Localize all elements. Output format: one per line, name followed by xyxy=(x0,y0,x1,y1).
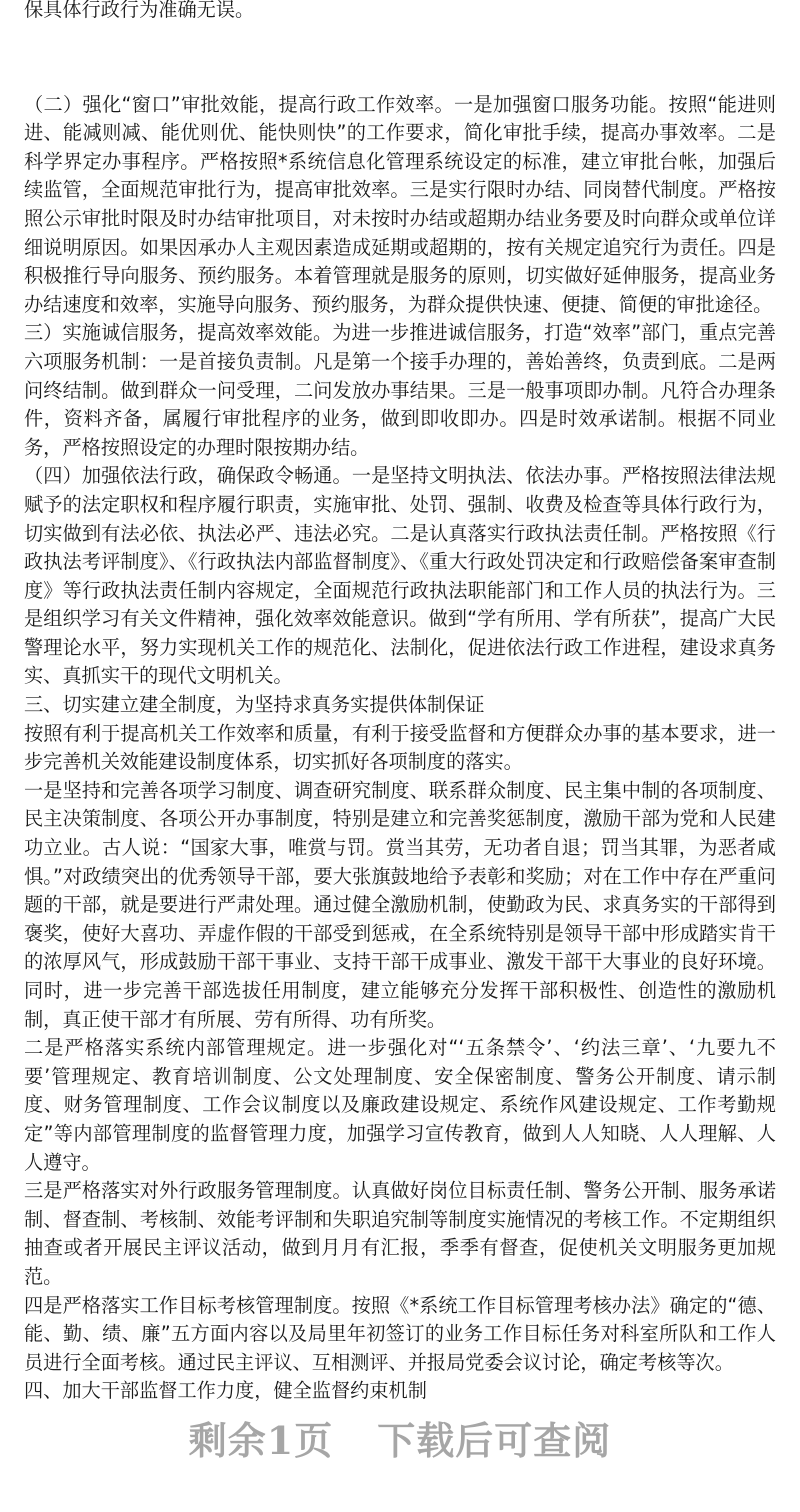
paragraph: 一是坚持和完善各项学习制度、调查研究制度、联系群众制度、民主集中制的各项制度、民主决策制度、各项公开办事制度，特别是建立和完善奖惩制度，激励干部为党和人民建功立业。古人说：“国家大事，唯赏与罚。赏当其劳，无功者自退；罚当其罪，为恶者咸惧。”对政绩突出的优秀领导干部，要大张旗鼓地给予表彰和奖励；对在工作中存在严重问题的干部，就是要进行严肃处理。通过健全激励机制，使勤政为民、求真务实的干部得到褒奖，使好大喜功、弄虚作假的干部受到惩戒，在全系统特别是领导干部中形成踏实肯干的浓厚风气，形成鼓励干部干事业、支持干部干成事业、激发干部干大事业的良好环境。同时，进一步完善干部选拔任用制度，建立能够充分发挥干部积极性、创造性的激励机制，真正使干部才有所展、劳有所得、功有所奖。 xyxy=(24,778,776,1031)
paragraph: 二是严格落实系统内部管理规定。进一步强化对“‘五条禁令’、‘约法三章’、‘九要九不要’管理规定、教育培训制度、公文处理制度、安全保密制度、警务公开制度、请示制度、财务管理制度、工作会议制度以及廉政建设规定、系统作风建设规定、工作考勤规定”等内部管理制度的监督管理力度，加强学习宣传教育，做到人人知晓、人人理解、人人遵守。 xyxy=(24,1036,776,1174)
section-heading: 三、切实建立建全制度，为坚持求真务实提供体制保证 xyxy=(24,693,485,717)
paragraph: 三）实施诚信服务，提高效率效能。为进一步推进诚信服务，打造“效率”部门，重点完善六项服务机制：一是首接负责制。凡是第一个接手办理的，善始善终，负责到底。二是两问终结制。做到群众一问受理，二问发放办事结果。三是一般事项即办制。凡符合办理条件，资料齐备，属履行审批程序的业务，做到即收即办。四是时效承诺制。根据不同业务，严格按照设定的办理时限按期办结。 xyxy=(24,321,776,459)
paragraph: 三是严格落实对外行政服务管理制度。认真做好岗位目标责任制、警务公开制、服务承诺制、督查制、考核制、效能考评制和失职追究制等制度实施情况的考核工作。不定期组织抽查或者开展民主评议活动，做到月月有汇报，季季有督查，促使机关文明服务更加规范。 xyxy=(24,1179,776,1288)
document-body xyxy=(24,0,776,1406)
download-prompt[interactable] xyxy=(0,1410,800,1465)
download-hint-label: 下载后可查阅 xyxy=(377,1418,612,1463)
paragraph: 保具体行政行为准确无误。 xyxy=(24,0,255,21)
paragraph: 四是严格落实工作目标考核管理制度。按照《*系统工作目标管理考核办法》确定的“德、能、勤、绩、廉”五方面内容以及局里年初签订的业务工作目标任务对科室所队和工作人员进行全面考核。通过民主评议、互相测评、并报局党委会议讨论，确定考核等次。 xyxy=(24,1293,776,1374)
remaining-pages-label: 剩余1页 xyxy=(188,1418,334,1463)
paragraph: （四）加强依法行政，确保政令畅通。一是坚持文明执法、依法办事。严格按照法律法规赋予的法定职权和程序履行职责，实施审批、处罚、强制、收费及检查等具体行政行为，切实做到有法必依、执法必严、违法必究。二是认真落实行政执法责任制。严格按照《行政执法考评制度》、《行政执法内部监督制度》、《重大行政处罚决定和行政赔偿备案审查制度》等行政执法责任制内容规定，全面规范行政执法职能部门和工作人员的执法行为。三是组织学习有关文件精神，强化效率效能意识。做到“学有所用、学有所获”，提高广大民警理论水平，努力实现机关工作的规范化、法制化，促进依法行政工作进程，建设求真务实、真抓实干的现代文明机关。 xyxy=(24,464,776,688)
paragraph: （二）强化“窗口”审批效能，提高行政工作效率。一是加强窗口服务功能。按照“能进则进、能减则减、能优则优、能快则快”的工作要求，简化审批手续，提高办事效率。二是科学界定办事程序。严格按照*系统信息化管理系统设定的标准，建立审批台帐，加强后续监管，全面规范审批行为，提高审批效率。三是实行限时办结、同岗替代制度。严格按照公示审批时限及时办结审批项目，对未按时办结或超期办结业务要及时向群众或单位详细说明原因。如果因承办人主观因素造成延期或超期的，按有关规定追究行为责任。四是积极推行导向服务、预约服务。本着管理就是服务的原则，切实做好延伸服务，提高业务办结速度和效率，实施导向服务、预约服务，为群众提供快速、便捷、简便的审批途径。 xyxy=(24,92,776,316)
section-heading: 四、加大干部监督工作力度，健全监督约束机制 xyxy=(24,1379,427,1403)
paragraph: 按照有利于提高机关工作效率和质量，有利于接受监督和方便群众办事的基本要求，进一步完善机关效能建设制度体系，切实抓好各项制度的落实。 xyxy=(24,721,776,774)
